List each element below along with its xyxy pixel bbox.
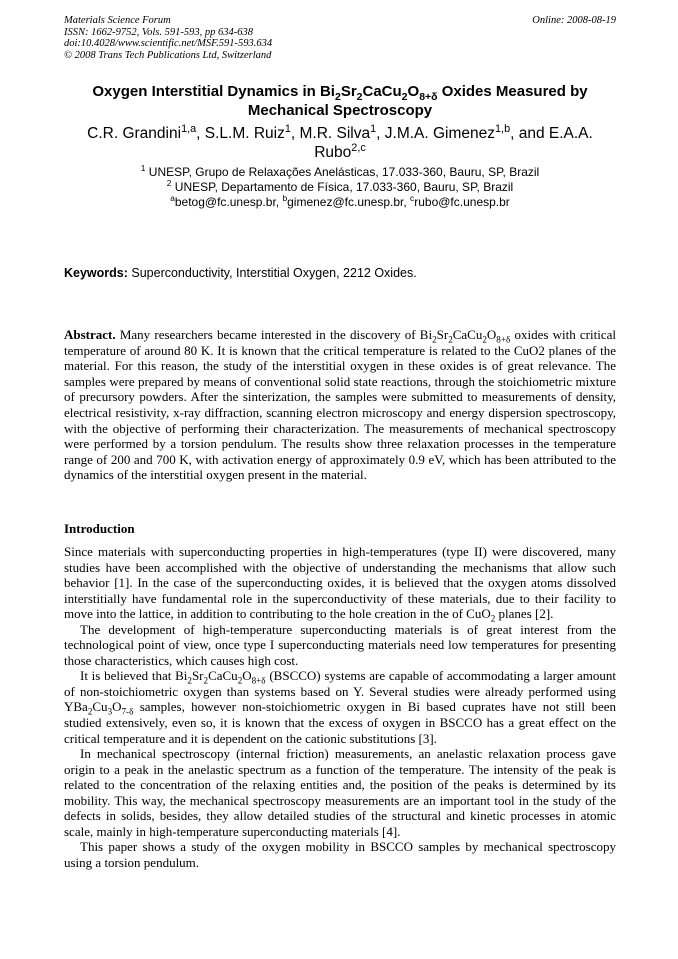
journal-name: Materials Science Forum <box>64 15 171 26</box>
affiliations <box>64 165 616 210</box>
author-list: C.R. Grandini$^{1,a}$, S.L.M. Ruiz$^1$, M.R. Silva$^1$, J.M.A. Gimenez$^{1,b}$, and E.A.A. Rubo$^{2,c}$ <box>87 122 593 161</box>
keywords-text: Superconductivity, Interstitial Oxygen, 2212 Oxides. <box>127 266 417 280</box>
keywords <box>64 265 616 281</box>
affiliation-2: $^2$ UNESP, Departamento de Física, 17.033-360, Bauru, SP, Brazil <box>166 178 514 194</box>
journal-issn: ISSN: 1662-9752, Vols. 591-593, pp 634-638 <box>64 26 253 38</box>
introduction-heading: Introduction <box>64 521 135 536</box>
introduction-body <box>64 544 616 870</box>
online-date: Online: 2008-08-19 <box>532 15 616 26</box>
intro-paragraph-2: The development of high-temperature superconducting materials is of great interest from the technological point of view, once type I superconducting materials need low temperatures for presenting those characteristics, which causes high cost. <box>64 621 616 668</box>
intro-paragraph-5: This paper shows a study of the oxygen mobility in BSCCO samples by mechanical spectroscopy using a torsion pendulum. <box>64 839 616 870</box>
journal-copyright: © 2008 Trans Tech Publications Ltd, Switzerland <box>64 49 272 61</box>
intro-paragraph-4: In mechanical spectroscopy (internal friction) measurements, an anelastic relaxation process gave origin to a peak in the anelastic spectrum as a function of the temperature. The intensity of the peak is related to the concentration of the relaxing entities and, the position of the peaks is determined by its mobility. This way, the mechanical spectroscopy measurements are an important tool in the study of the defects in solids, besides, they allow detailed studies of the structural and kinetic processes in atomic scale, mainly in high-temperature superconducting materials [4]. <box>64 746 616 839</box>
intro-paragraph-1: Since materials with superconducting properties in high-temperatures (type II) were discovered, many studies have been accomplished with the objective of understanding the mechanisms that allow such behavior [1]. In the case of the superconducting oxides, it is believed that the oxygen atoms dissolved interstitially have fundamental role in the superconductivity of these materials, due to their facility to move into the lattice, in addition to contributing to the hole creation in the of CuO$_2$ planes [2]. <box>64 544 616 624</box>
abstract-label: Abstract. <box>64 327 116 342</box>
affiliation-1: $^1$ UNESP, Grupo de Relaxações Anelásticas, 17.033-360, Bauru, SP, Brazil <box>140 163 540 179</box>
author-emails: $^a$betog@fc.unesp.br, $^b$gimenez@fc.unesp.br, $^c$rubo@fc.unesp.br <box>170 193 510 209</box>
keywords-label: Keywords: <box>64 266 128 280</box>
abstract: Abstract. Many researchers became interested in the discovery of $Bi_2Sr_2CaCu_2O_{8+\delta}$ oxides with critical temperature of around 80 K. It is known that the critical temperature is related to the CuO2 planes of the material. For this reason, the study of the interstitial oxygen in these oxides is of great relevance. The samples were prepared by means of conventional solid state reactions, through the stoichiometric mixture of precursory powders. After the sinterization, the samples were submitted to measurements of density, electrical resistivity, x-ray diffraction, scanning electron microscopy and energy dispersion spectroscopy, with the objective of performing their characterization. The measurements of mechanical spectroscopy were performed by a torsion pendulum. The results show three relaxation processes in the temperature range of 200 and 700 K, with activation energy of approximately 0.9 eV, which has been attributed to the dynamics of the interstitial oxygen present in the material. <box>64 327 616 483</box>
journal-header <box>64 15 616 61</box>
paper-title: Oxygen Interstitial Dynamics in $Bi_2Sr_2CaCu_2O_{8+\delta}$ Oxides Measured by Mechanical Spectroscopy <box>92 83 588 119</box>
journal-doi: doi:10.4028/www.scientific.net/MSF.591-593.634 <box>64 38 273 49</box>
intro-paragraph-3: It is believed that $Bi_2Sr_2CaCu_2O_{8+\delta}$ (BSCCO) systems are capable of accommodating a larger amount of non-stoichiometric oxygen than systems based on Y. Several studies were already performed using $YBa_2Cu_3O_{7-\delta}$ samples, however non-stoichiometric oxygen in Bi based cuprates have not still been studied extensively, even so, it is known that the excess of oxygen in BSCCO has a great effect on the critical temperature and it is dependent on the cationic substitutions [3]. <box>64 668 617 746</box>
